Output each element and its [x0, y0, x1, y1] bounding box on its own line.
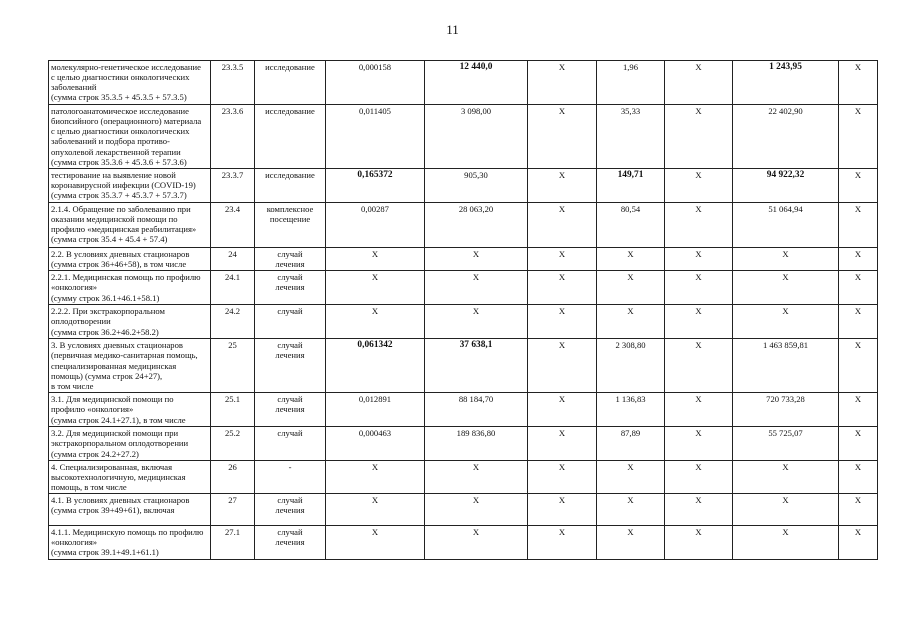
marker-x: Х	[839, 271, 878, 305]
unit-of-measure: случай лечения	[255, 393, 326, 427]
marker-x: Х	[665, 494, 733, 526]
cost-value: 189 836,80	[425, 427, 528, 460]
table-row	[49, 305, 878, 339]
unit-of-measure: случай лечения	[255, 494, 326, 526]
norm-value: 0,000463	[326, 427, 425, 460]
table-row	[49, 393, 878, 427]
table-body	[49, 61, 878, 560]
marker-x: Х	[528, 460, 597, 493]
row-name: патологоанатомическое исследование биопсийного (операционного) материала с целью диагностики онкологических заболеваний и подбора противо- опухолевой лекарственной терапии (сумма строк 35.3.6 + 45.3.6 + 57.3.6)	[49, 105, 211, 169]
norm-value: 0,00287	[326, 203, 425, 248]
marker-x: Х	[665, 393, 733, 427]
marker-x: Х	[665, 526, 733, 560]
table-row	[49, 526, 878, 560]
norm-value: 0,165372	[326, 169, 425, 203]
row-number: 26	[211, 460, 255, 493]
marker-x: Х	[665, 169, 733, 203]
marker-x: Х	[528, 169, 597, 203]
per-capita-value: 87,89	[597, 427, 665, 460]
row-number: 24.1	[211, 271, 255, 305]
table-row	[49, 248, 878, 271]
total-value: Х	[733, 248, 839, 271]
per-capita-value: 1 136,83	[597, 393, 665, 427]
unit-of-measure: случай лечения	[255, 526, 326, 560]
row-number: 23.4	[211, 203, 255, 248]
total-value: 55 725,07	[733, 427, 839, 460]
cost-value: 905,30	[425, 169, 528, 203]
marker-x: Х	[528, 393, 597, 427]
per-capita-value: Х	[597, 494, 665, 526]
table-row	[49, 271, 878, 305]
per-capita-value: Х	[597, 526, 665, 560]
row-name: 4.1. В условиях дневных стационаров (сумма строк 39+49+61), включая	[49, 494, 211, 526]
total-value: 51 064,94	[733, 203, 839, 248]
cost-value: Х	[425, 460, 528, 493]
cost-value: 28 063,20	[425, 203, 528, 248]
row-number: 24.2	[211, 305, 255, 339]
unit-of-measure: исследование	[255, 61, 326, 105]
marker-x: Х	[839, 105, 878, 169]
table-row	[49, 203, 878, 248]
per-capita-value: Х	[597, 305, 665, 339]
cost-value: Х	[425, 305, 528, 339]
table-row	[49, 105, 878, 169]
row-name: 2.2.1. Медицинская помощь по профилю «онкология» (сумму строк 36.1+46.1+58.1)	[49, 271, 211, 305]
marker-x: Х	[528, 105, 597, 169]
marker-x: Х	[839, 203, 878, 248]
marker-x: Х	[665, 339, 733, 393]
table-row	[49, 61, 878, 105]
norm-value: Х	[326, 526, 425, 560]
per-capita-value: Х	[597, 460, 665, 493]
marker-x: Х	[528, 427, 597, 460]
marker-x: Х	[839, 427, 878, 460]
unit-of-measure: случай	[255, 305, 326, 339]
row-name: 3.1. Для медицинской помощи по профилю «онкология» (сумма строк 24.1+27.1), в том числе	[49, 393, 211, 427]
unit-of-measure: -	[255, 460, 326, 493]
row-number: 23.3.5	[211, 61, 255, 105]
total-value: 720 733,28	[733, 393, 839, 427]
total-value: Х	[733, 526, 839, 560]
cost-value: 3 098,00	[425, 105, 528, 169]
row-name: 3.2. Для медицинской помощи при экстракорпоральном оплодотворении (сумма строк 24.2+27.2)	[49, 427, 211, 460]
row-number: 27.1	[211, 526, 255, 560]
row-number: 27	[211, 494, 255, 526]
row-number: 25	[211, 339, 255, 393]
table-row	[49, 427, 878, 460]
per-capita-value: 35,33	[597, 105, 665, 169]
total-value: Х	[733, 494, 839, 526]
norm-value: Х	[326, 305, 425, 339]
row-name: 3. В условиях дневных стационаров (первичная медико-санитарная помощь, специализированная медицинская помощь) (сумма строк 24+27), в том числе	[49, 339, 211, 393]
table-row	[49, 339, 878, 393]
cost-value: 88 184,70	[425, 393, 528, 427]
marker-x: Х	[665, 61, 733, 105]
marker-x: Х	[665, 427, 733, 460]
marker-x: Х	[528, 494, 597, 526]
row-name: 2.1.4. Обращение по заболеванию при оказании медицинской помощи по профилю «медицинская реабилитация» (сумма строк 35.4 + 45.4 + 57.4)	[49, 203, 211, 248]
marker-x: Х	[528, 526, 597, 560]
row-name: 2.2.2. При экстракорпоральном оплодотворении (сумма строк 36.2+46.2+58.2)	[49, 305, 211, 339]
marker-x: Х	[665, 460, 733, 493]
per-capita-value: 80,54	[597, 203, 665, 248]
norm-value: 0,061342	[326, 339, 425, 393]
unit-of-measure: исследование	[255, 105, 326, 169]
table-row	[49, 494, 878, 526]
unit-of-measure: комплексное посещение	[255, 203, 326, 248]
unit-of-measure: случай лечения	[255, 271, 326, 305]
cost-value: Х	[425, 248, 528, 271]
unit-of-measure: случай	[255, 427, 326, 460]
norm-value: 0,012891	[326, 393, 425, 427]
per-capita-value: 1,96	[597, 61, 665, 105]
marker-x: Х	[528, 248, 597, 271]
marker-x: Х	[839, 169, 878, 203]
row-number: 25.2	[211, 427, 255, 460]
row-name: 4.1.1. Медицинскую помощь по профилю «онкология» (сумма строк 39.1+49.1+61.1)	[49, 526, 211, 560]
marker-x: Х	[528, 271, 597, 305]
per-capita-value: 2 308,80	[597, 339, 665, 393]
marker-x: Х	[665, 203, 733, 248]
marker-x: Х	[839, 393, 878, 427]
norm-value: Х	[326, 248, 425, 271]
total-value: Х	[733, 305, 839, 339]
per-capita-value: Х	[597, 248, 665, 271]
total-value: 1 243,95	[733, 61, 839, 105]
marker-x: Х	[528, 61, 597, 105]
marker-x: Х	[528, 305, 597, 339]
row-name: молекулярно-генетическое исследование с целью диагностики онкологических заболеваний (сумма строк 35.3.5 + 45.3.5 + 57.3.5)	[49, 61, 211, 105]
total-value: 94 922,32	[733, 169, 839, 203]
row-number: 23.3.7	[211, 169, 255, 203]
cost-value: Х	[425, 526, 528, 560]
norm-value: Х	[326, 494, 425, 526]
marker-x: Х	[528, 339, 597, 393]
cost-value: Х	[425, 494, 528, 526]
marker-x: Х	[839, 248, 878, 271]
row-name: тестирование на выявление новой коронавирусной инфекции (COVID-19) (сумма строк 35.3.7 + 45.3.7 + 57.3.7)	[49, 169, 211, 203]
marker-x: Х	[839, 339, 878, 393]
marker-x: Х	[839, 494, 878, 526]
page-number: 11	[446, 22, 459, 37]
unit-of-measure: исследование	[255, 169, 326, 203]
marker-x: Х	[839, 526, 878, 560]
marker-x: Х	[665, 305, 733, 339]
row-number: 25.1	[211, 393, 255, 427]
cost-value: Х	[425, 271, 528, 305]
marker-x: Х	[665, 105, 733, 169]
unit-of-measure: случай лечения	[255, 339, 326, 393]
norm-value: Х	[326, 271, 425, 305]
norm-value: 0,000158	[326, 61, 425, 105]
cost-value: 37 638,1	[425, 339, 528, 393]
tariff-table	[48, 60, 878, 560]
total-value: 22 402,90	[733, 105, 839, 169]
per-capita-value: 149,71	[597, 169, 665, 203]
table-row	[49, 460, 878, 493]
per-capita-value: Х	[597, 271, 665, 305]
marker-x: Х	[839, 61, 878, 105]
table-row	[49, 169, 878, 203]
row-name: 2.2. В условиях дневных стационаров (сумма строк 36+46+58), в том числе	[49, 248, 211, 271]
marker-x: Х	[839, 305, 878, 339]
row-name: 4. Специализированная, включая высокотехнологичную, медицинская помощь, в том числе	[49, 460, 211, 493]
row-number: 23.3.6	[211, 105, 255, 169]
marker-x: Х	[528, 203, 597, 248]
norm-value: 0,011405	[326, 105, 425, 169]
row-number: 24	[211, 248, 255, 271]
total-value: Х	[733, 460, 839, 493]
total-value: Х	[733, 271, 839, 305]
marker-x: Х	[665, 271, 733, 305]
unit-of-measure: случай лечения	[255, 248, 326, 271]
total-value: 1 463 859,81	[733, 339, 839, 393]
marker-x: Х	[665, 248, 733, 271]
marker-x: Х	[839, 460, 878, 493]
norm-value: Х	[326, 460, 425, 493]
cost-value: 12 440,0	[425, 61, 528, 105]
